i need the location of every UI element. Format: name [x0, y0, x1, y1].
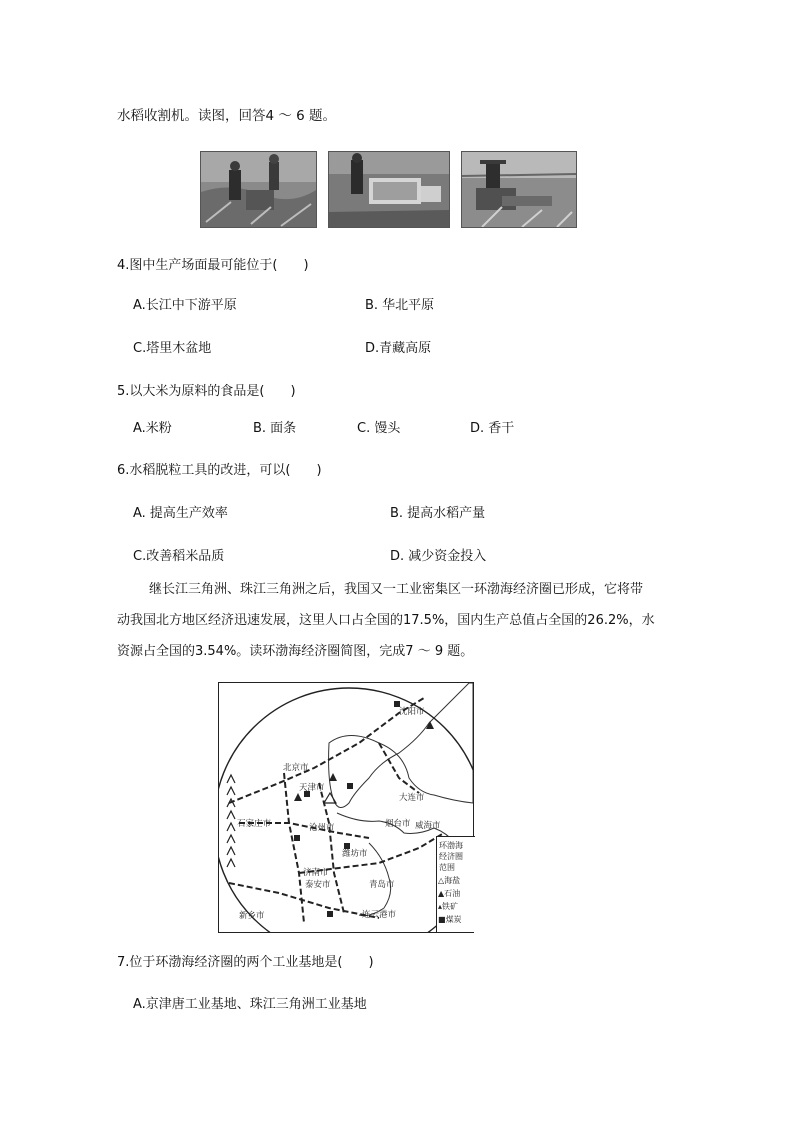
q6-stem: 6.水稻脱粒工具的改进，可以( ) — [117, 463, 322, 478]
q4-option-d[interactable]: D.青藏高原 — [365, 341, 432, 356]
legend-oil-label: 石油 — [444, 889, 461, 898]
photo-combine-harvester-image — [462, 152, 576, 227]
legend-coal — [438, 914, 462, 925]
photo-pedal-thresher — [328, 151, 450, 228]
legend-iron — [438, 901, 458, 912]
q5-option-d[interactable]: D. 香干 — [470, 421, 515, 436]
salt-icon: △ — [438, 876, 445, 885]
legend-iron-label: 铁矿 — [442, 902, 459, 911]
map-label-tianjin: 天津市 — [299, 783, 325, 793]
legend-coal-label: 煤炭 — [445, 915, 462, 924]
intro-text: 水稻收割机。读图，回答4 ～ 6 题。 — [117, 108, 337, 124]
q4-option-b[interactable]: B. 华北平原 — [365, 298, 435, 313]
passage-line-3: 资源占全国的3.54%。读环渤海经济圈简图，完成7 ～ 9 题。 — [117, 644, 474, 659]
map-label-weihai: 威海市 — [415, 821, 441, 831]
photo-combine-harvester — [461, 151, 577, 228]
map-label-dalian: 大连市 — [399, 793, 425, 803]
q6-option-b[interactable]: B. 提高水稻产量 — [390, 506, 486, 521]
map-label-jinan: 济南市 — [303, 868, 329, 878]
q4-stem: 4.图中生产场面最可能位于( ) — [117, 258, 309, 273]
map-label-shijiazhuang: 石家庄市 — [237, 819, 272, 829]
coal-icon: ■ — [438, 915, 446, 924]
map-label-cangzhou: 沧州市 — [309, 823, 335, 833]
legend-title-3: 范围 — [439, 863, 455, 872]
legend-oil — [438, 888, 460, 899]
map-legend — [436, 836, 475, 932]
map-drawing — [219, 683, 473, 932]
legend-salt-label: 海盐 — [444, 876, 461, 885]
map-label-weifang: 潍坊市 — [342, 849, 368, 859]
photo-manual-threshing — [200, 151, 317, 228]
passage-line-1: 继长江三角洲、珠江三角洲之后，我国又一工业密集区一环渤海经济圈已形成，它将带 — [149, 582, 644, 597]
map-label-yantai: 烟台市 — [385, 819, 411, 829]
map-label-lianyungang: 连云港市 — [362, 910, 397, 920]
oil-icon: ▲ — [438, 889, 445, 898]
q6-option-a[interactable]: A. 提高生产效率 — [133, 506, 228, 521]
q4-option-a[interactable]: A.长江中下游平原 — [133, 298, 237, 313]
q5-option-a[interactable]: A.米粉 — [133, 421, 172, 436]
legend-salt — [438, 875, 460, 886]
q7-stem: 7.位于环渤海经济圈的两个工业基地是( ) — [117, 955, 374, 970]
q5-option-c[interactable]: C. 馒头 — [357, 421, 401, 436]
q4-option-c[interactable]: C.塔里木盆地 — [133, 341, 212, 356]
map-label-beijing: 北京市 — [283, 763, 309, 773]
photo-manual-threshing-image — [201, 152, 316, 227]
q6-option-d[interactable]: D. 减少资金投入 — [390, 549, 487, 564]
legend-title-1: 环渤海 — [439, 841, 463, 850]
q6-option-c[interactable]: C.改善稻米品质 — [133, 549, 225, 564]
map-label-qingdao: 青岛市 — [369, 880, 395, 890]
photo-pedal-thresher-image — [329, 152, 449, 227]
iron-icon: ▴ — [438, 902, 443, 911]
map-label-taian: 泰安市 — [305, 880, 331, 890]
map-label-other: 新乡市 — [239, 911, 265, 921]
q5-stem: 5.以大米为原料的食品是( ) — [117, 384, 296, 399]
map-label-shenyang: 沈阳市 — [399, 707, 425, 717]
passage-line-2: 动我国北方地区经济迅速发展，这里人口占全国的17.5%，国内生产总值占全国的26.2%，水 — [117, 613, 655, 628]
q5-option-b[interactable]: B. 面条 — [253, 421, 297, 436]
legend-title-2: 经济圈 — [439, 852, 463, 861]
q7-option-a[interactable]: A.京津唐工业基地、珠江三角洲工业基地 — [133, 997, 367, 1012]
